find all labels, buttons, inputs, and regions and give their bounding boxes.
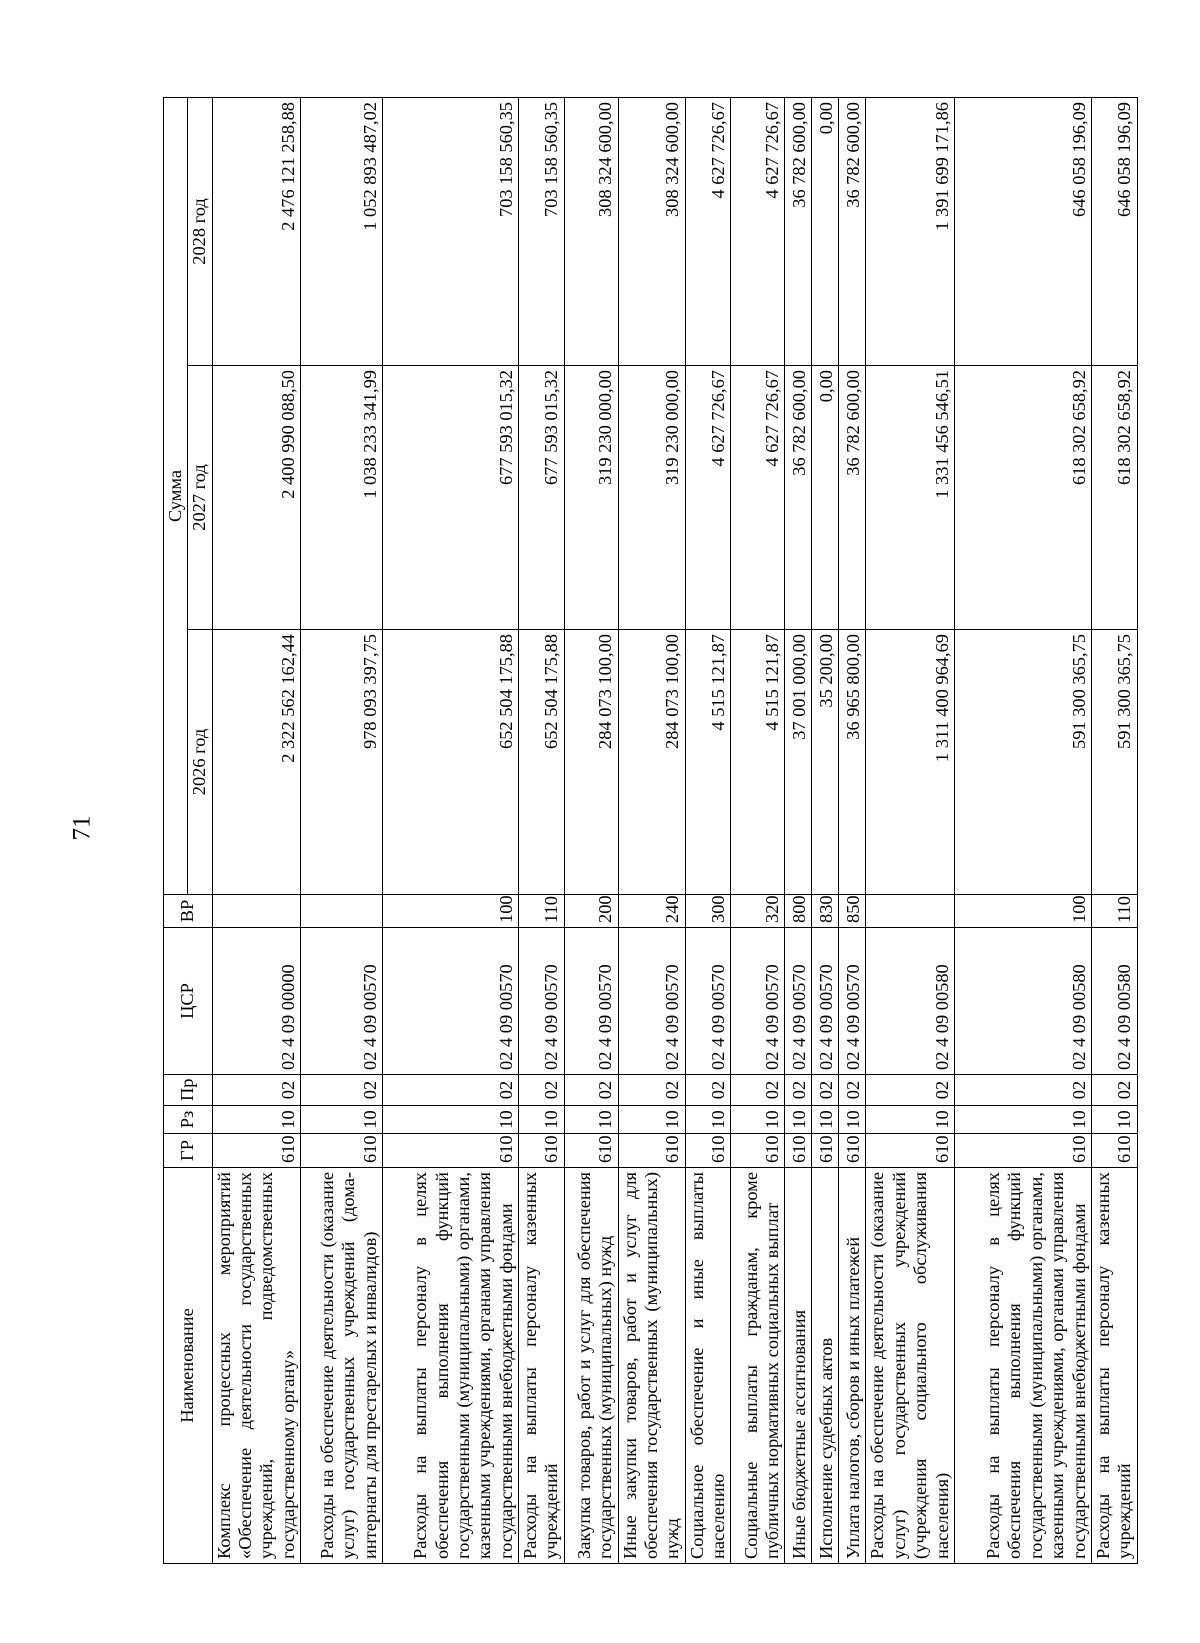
cell-rz: 10: [731, 1106, 785, 1134]
cell-2027: 677 593 015,32: [383, 366, 519, 630]
table-row: [812, 98, 839, 1564]
cell-2027: 319 230 000,00: [564, 366, 618, 630]
cell-gr: 610: [564, 1134, 618, 1168]
cell-name: Закупка товаров, работ и услуг для обеспечения государственных (муниципальных) нужд: [564, 1168, 618, 1564]
cell-name: Уплата налогов, сборов и иных платежей: [839, 1168, 866, 1564]
cell-pr: 02: [731, 1075, 785, 1106]
table-row: [212, 98, 300, 1564]
cell-csr: 02 4 09 00570: [785, 928, 812, 1075]
cell-gr: 610: [812, 1134, 839, 1168]
cell-2026: 591 300 365,75: [954, 630, 1091, 895]
table-row: [519, 98, 565, 1564]
cell-2028: 2 476 121 258,88: [212, 98, 300, 366]
cell-rz: 10: [519, 1106, 565, 1134]
cell-name: Комплекс процессных мероприятий «Обеспечение деятельности государственных учреждений, подведомственных государственному органу»: [212, 1168, 300, 1564]
cell-2027: 319 230 000,00: [618, 366, 685, 630]
cell-csr: 02 4 09 00570: [839, 928, 866, 1075]
cell-csr: 02 4 09 00570: [383, 928, 519, 1075]
cell-2028: 36 782 600,00: [839, 98, 866, 366]
cell-gr: 610: [839, 1134, 866, 1168]
table-row: [785, 98, 812, 1564]
cell-2027: 677 593 015,32: [519, 366, 565, 630]
cell-vr: [866, 895, 954, 928]
cell-vr: 200: [564, 895, 618, 928]
table-row: [301, 98, 383, 1564]
cell-pr: 02: [383, 1075, 519, 1106]
cell-2028: 308 324 600,00: [564, 98, 618, 366]
header-2028: 2028 год: [188, 98, 212, 366]
cell-rz: 10: [618, 1106, 685, 1134]
cell-gr: 610: [519, 1134, 565, 1168]
cell-2026: 4 515 121,87: [731, 630, 785, 895]
header-rz: Рз: [164, 1106, 213, 1134]
table-body: [212, 98, 1137, 1564]
cell-2026: 284 073 100,00: [618, 630, 685, 895]
cell-2028: 1 391 699 171,86: [866, 98, 954, 366]
table-row: [954, 98, 1091, 1564]
page-number: [62, 808, 102, 848]
cell-rz: 10: [301, 1106, 383, 1134]
cell-2027: 36 782 600,00: [839, 366, 866, 630]
cell-csr: 02 4 09 00000: [212, 928, 300, 1075]
cell-pr: 02: [839, 1075, 866, 1106]
cell-pr: 02: [954, 1075, 1091, 1106]
cell-2026: 4 515 121,87: [685, 630, 731, 895]
header-sum: Сумма: [164, 98, 188, 895]
budget-table: [163, 97, 1138, 1564]
cell-2026: 652 504 175,88: [383, 630, 519, 895]
cell-vr: 850: [839, 895, 866, 928]
cell-2026: 978 093 397,75: [301, 630, 383, 895]
cell-rz: 10: [839, 1106, 866, 1134]
cell-2027: 4 627 726,67: [685, 366, 731, 630]
header-vr: ВР: [164, 895, 213, 928]
table-row: [618, 98, 685, 1564]
table-row: [866, 98, 954, 1564]
cell-pr: 02: [301, 1075, 383, 1106]
cell-name: Расходы на обеспечение деятельности (оказание услуг) государственных учреждений (учреждения социального обслуживания населения): [866, 1168, 954, 1564]
cell-name: Расходы на выплаты персоналу казенных учреждений: [519, 1168, 565, 1564]
cell-vr: [212, 895, 300, 928]
cell-csr: 02 4 09 00570: [812, 928, 839, 1075]
cell-2026: 284 073 100,00: [564, 630, 618, 895]
cell-pr: 02: [812, 1075, 839, 1106]
table-row: [731, 98, 785, 1564]
cell-2027: 618 302 658,92: [1091, 366, 1137, 630]
cell-2027: 1 038 233 341,99: [301, 366, 383, 630]
cell-2027: 0,00: [812, 366, 839, 630]
cell-vr: 800: [785, 895, 812, 928]
cell-2028: 4 627 726,67: [685, 98, 731, 366]
rotated-table-container: [163, 98, 1135, 1564]
cell-rz: 10: [212, 1106, 300, 1134]
cell-gr: 610: [731, 1134, 785, 1168]
cell-2027: 618 302 658,92: [954, 366, 1091, 630]
cell-rz: 10: [564, 1106, 618, 1134]
cell-pr: 02: [685, 1075, 731, 1106]
cell-vr: 100: [383, 895, 519, 928]
cell-vr: 830: [812, 895, 839, 928]
cell-2027: 36 782 600,00: [785, 366, 812, 630]
cell-2028: 36 782 600,00: [785, 98, 812, 366]
table-row: [1091, 98, 1137, 1564]
header-pr: Пр: [164, 1075, 213, 1106]
cell-pr: 02: [1091, 1075, 1137, 1106]
cell-gr: 610: [1091, 1134, 1137, 1168]
cell-rz: 10: [954, 1106, 1091, 1134]
cell-rz: 10: [785, 1106, 812, 1134]
cell-name: Иные бюджетные ассигнования: [785, 1168, 812, 1564]
cell-2028: 4 627 726,67: [731, 98, 785, 366]
cell-vr: 320: [731, 895, 785, 928]
table-row: [685, 98, 731, 1564]
cell-vr: 100: [954, 895, 1091, 928]
cell-pr: 02: [519, 1075, 565, 1106]
cell-gr: 610: [866, 1134, 954, 1168]
cell-csr: 02 4 09 00570: [564, 928, 618, 1075]
cell-2026: 1 311 400 964,69: [866, 630, 954, 895]
table-header: [164, 98, 213, 1564]
cell-2028: 646 058 196,09: [954, 98, 1091, 366]
cell-vr: [301, 895, 383, 928]
cell-pr: 02: [785, 1075, 812, 1106]
cell-gr: 610: [685, 1134, 731, 1168]
cell-rz: 10: [685, 1106, 731, 1134]
cell-name: Расходы на выплаты персоналу в целях обеспечения выполнения функций государственными (муниципальными) органами, казенными учреждениями, органами управления государственными внебюджетными фондами: [383, 1168, 519, 1564]
cell-csr: 02 4 09 00580: [1091, 928, 1137, 1075]
header-2027: 2027 год: [188, 366, 212, 630]
cell-vr: 110: [519, 895, 565, 928]
cell-rz: 10: [812, 1106, 839, 1134]
cell-vr: 300: [685, 895, 731, 928]
cell-pr: 02: [212, 1075, 300, 1106]
cell-csr: 02 4 09 00570: [685, 928, 731, 1075]
cell-2028: 308 324 600,00: [618, 98, 685, 366]
cell-rz: 10: [866, 1106, 954, 1134]
cell-name: Исполнение судебных актов: [812, 1168, 839, 1564]
cell-2028: 703 158 560,35: [519, 98, 565, 366]
cell-2026: 35 200,00: [812, 630, 839, 895]
cell-name: Расходы на обеспечение деятельности (оказание услуг) государственных учреждений (дома-интернаты для престарелых и инвалидов): [301, 1168, 383, 1564]
cell-vr: 240: [618, 895, 685, 928]
cell-csr: 02 4 09 00570: [519, 928, 565, 1075]
header-name: Наименование: [164, 1168, 213, 1564]
cell-2026: 36 965 800,00: [839, 630, 866, 895]
cell-gr: 610: [954, 1134, 1091, 1168]
table-row: [564, 98, 618, 1564]
header-csr: ЦСР: [164, 928, 213, 1075]
cell-2028: 646 058 196,09: [1091, 98, 1137, 366]
cell-pr: 02: [618, 1075, 685, 1106]
cell-2028: 0,00: [812, 98, 839, 366]
cell-2026: 2 322 562 162,44: [212, 630, 300, 895]
table-row: [839, 98, 866, 1564]
cell-gr: 610: [785, 1134, 812, 1168]
cell-2026: 652 504 175,88: [519, 630, 565, 895]
cell-csr: 02 4 09 00570: [731, 928, 785, 1075]
cell-csr: 02 4 09 00580: [954, 928, 1091, 1075]
cell-name: Расходы на выплаты персоналу в целях обеспечения выполнения функций государственными (муниципальными) органами, казенными учреждениями, органами управления государственными внебюджетными фондами: [954, 1168, 1091, 1564]
cell-rz: 10: [383, 1106, 519, 1134]
header-gr: ГР: [164, 1134, 213, 1168]
cell-pr: 02: [564, 1075, 618, 1106]
cell-name: Расходы на выплаты персоналу казенных учреждений: [1091, 1168, 1137, 1564]
cell-2026: 591 300 365,75: [1091, 630, 1137, 895]
cell-2026: 37 001 000,00: [785, 630, 812, 895]
table-row: [383, 98, 519, 1564]
cell-name: Иные закупки товаров, работ и услуг для обеспечения государственных (муниципальных) нужд: [618, 1168, 685, 1564]
cell-csr: 02 4 09 00580: [866, 928, 954, 1075]
cell-vr: 110: [1091, 895, 1137, 928]
cell-2027: 2 400 990 088,50: [212, 366, 300, 630]
cell-csr: 02 4 09 00570: [301, 928, 383, 1075]
cell-gr: 610: [618, 1134, 685, 1168]
cell-pr: 02: [866, 1075, 954, 1106]
cell-2027: 1 331 456 546,51: [866, 366, 954, 630]
page-number-text: 71: [68, 815, 95, 841]
cell-rz: 10: [1091, 1106, 1137, 1134]
cell-2028: 1 052 893 487,02: [301, 98, 383, 366]
cell-gr: 610: [383, 1134, 519, 1168]
cell-gr: 610: [301, 1134, 383, 1168]
cell-name: Социальное обеспечение и иные выплаты населению: [685, 1168, 731, 1564]
header-2026: 2026 год: [188, 630, 212, 895]
cell-name: Социальные выплаты гражданам, кроме публичных нормативных социальных выплат: [731, 1168, 785, 1564]
cell-csr: 02 4 09 00570: [618, 928, 685, 1075]
cell-2027: 4 627 726,67: [731, 366, 785, 630]
cell-gr: 610: [212, 1134, 300, 1168]
cell-2028: 703 158 560,35: [383, 98, 519, 366]
